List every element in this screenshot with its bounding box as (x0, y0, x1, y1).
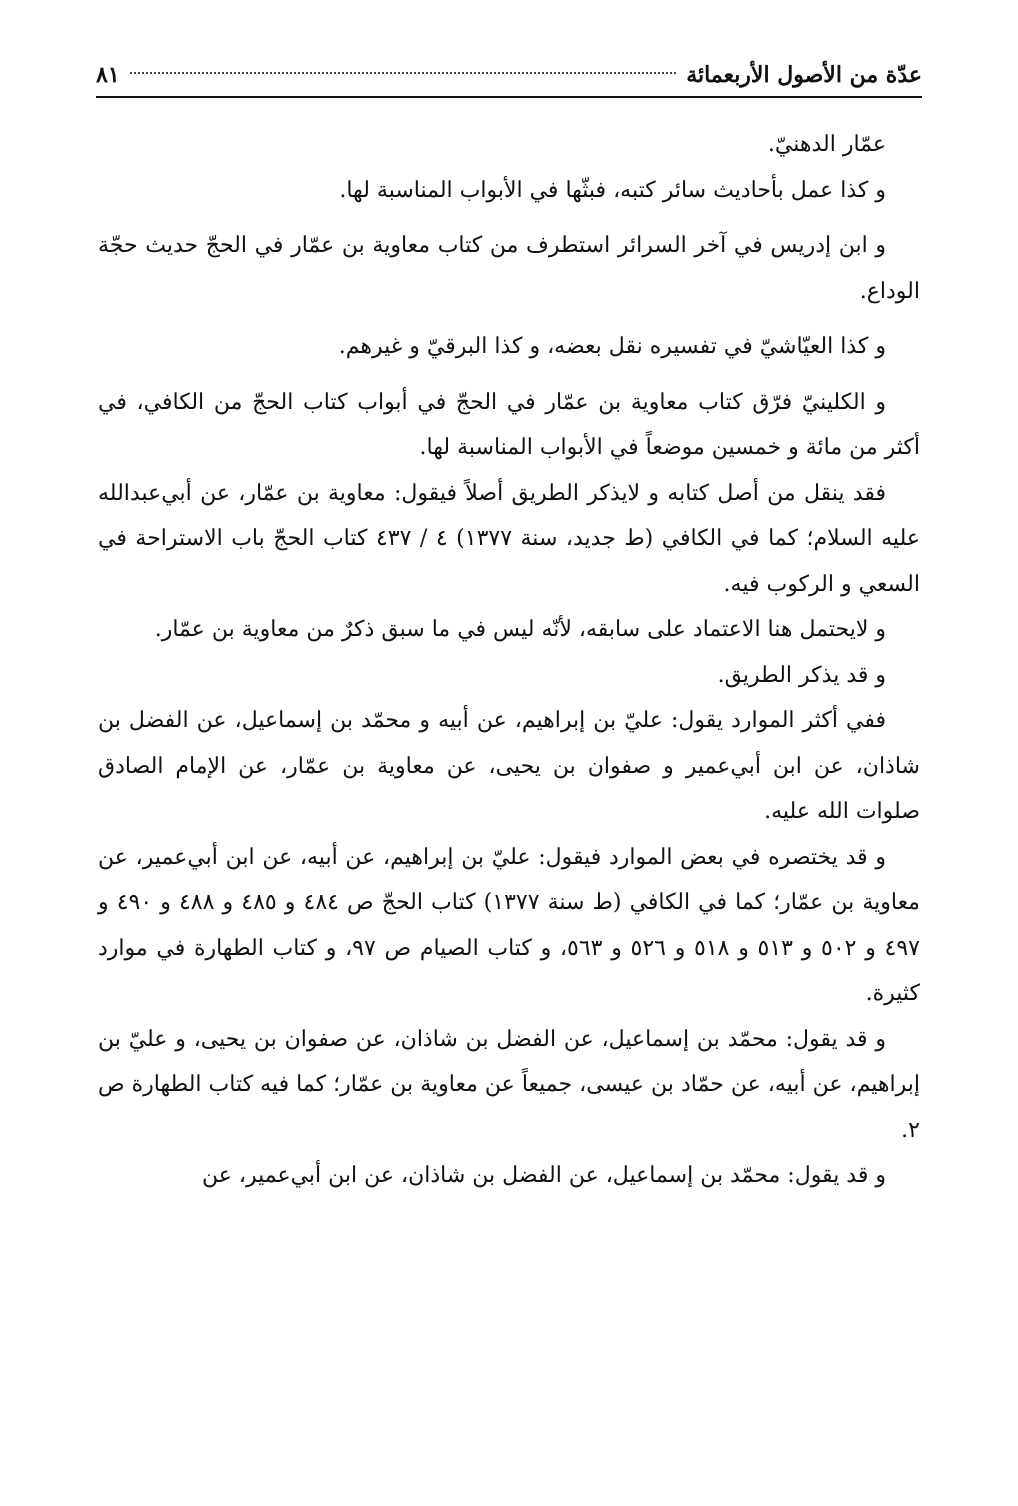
paragraph: فقد ينقل من أصل كتابه و لايذكر الطريق أصلاً فيقول: معاوية بن عمّار، عن أبي‌عبدالله عليه السلام؛ كما في الكافي (ط جديد، سنة ١٣٧٧) ٤ / ٤٣٧ كتاب الحجّ باب الاستراحة في السعي و الركوب فيه. (98, 480, 920, 597)
page-header (96, 46, 922, 98)
paragraph: و ابن إدريس في آخر السرائر استطرف من كتاب معاوية بن عمّار في الحجّ حديث حجّة الوداع. (98, 233, 920, 304)
paragraph: و قد يذكر الطريق. (717, 662, 886, 688)
running-title: عدّة من الأصول الأربعمائة (686, 62, 922, 88)
page-number: ٨١ (96, 62, 120, 88)
paragraph: ففي أكثر الموارد يقول: عليّ بن إبراهيم، عن أبيه و محمّد بن إسماعيل، عن الفضل بن شاذان، عن ابن أبي‌عمير و صفوان بن يحيى، عن معاوية بن عمّار، عن الإمام الصادق صلوات الله عليه. (98, 708, 920, 824)
paragraph: و قد يقول: محمّد بن إسماعيل، عن الفضل بن شاذان، عن ابن أبي‌عمير، عن (202, 1163, 886, 1188)
paragraph: عمّار الدهنيّ. (767, 132, 886, 157)
paragraph: و لايحتمل هنا الاعتماد على سابقه، لأنّه ليس في ما سبق ذكرٌ من معاوية بن عمّار. (154, 617, 886, 642)
page-body (98, 122, 920, 1199)
paragraph: و كذا العيّاشيّ في تفسيره نقل بعضه، و كذا البرقيّ و غيرهم. (338, 334, 886, 359)
leader-dots (130, 72, 677, 74)
paragraph: و الكلينيّ فرّق كتاب معاوية بن عمّار في الحجّ في أبواب كتاب الحجّ من الكافي، في أكثر من مائة و خمسين موضعاً في الأبواب المناسبة لها. (98, 389, 920, 460)
paragraph: و كذا عمل بأحاديث سائر كتبه، فبثّها في الأبواب المناسبة لها. (339, 177, 886, 203)
paragraph: و قد يختصره في بعض الموارد فيقول: عليّ بن إبراهيم، عن أبيه، عن ابن أبي‌عمير، عن معاوية بن عمّار؛ كما في الكافي (ط سنة ١٣٧٧) كتاب الحجّ ص ٤٨٤ و ٤٨٥ و ٤٨٨ و ٤٩٠ و ٤٩٧ و ٥٠٢ و ٥١٣ و ٥١٨ و ٥٢٦ و ٥٦٣، و كتاب الصيام ص ٩٧، و كتاب الطهارة في موارد كثيرة. (98, 844, 920, 1006)
paragraph: و قد يقول: محمّد بن إسماعيل، عن الفضل بن شاذان، عن صفوان بن يحيى، و عليّ بن إبراهيم، عن أبيه، عن حمّاد بن عيسى، جميعاً عن معاوية بن عمّار؛ كما فيه كتاب الطهارة ص ٢. (98, 1026, 920, 1143)
